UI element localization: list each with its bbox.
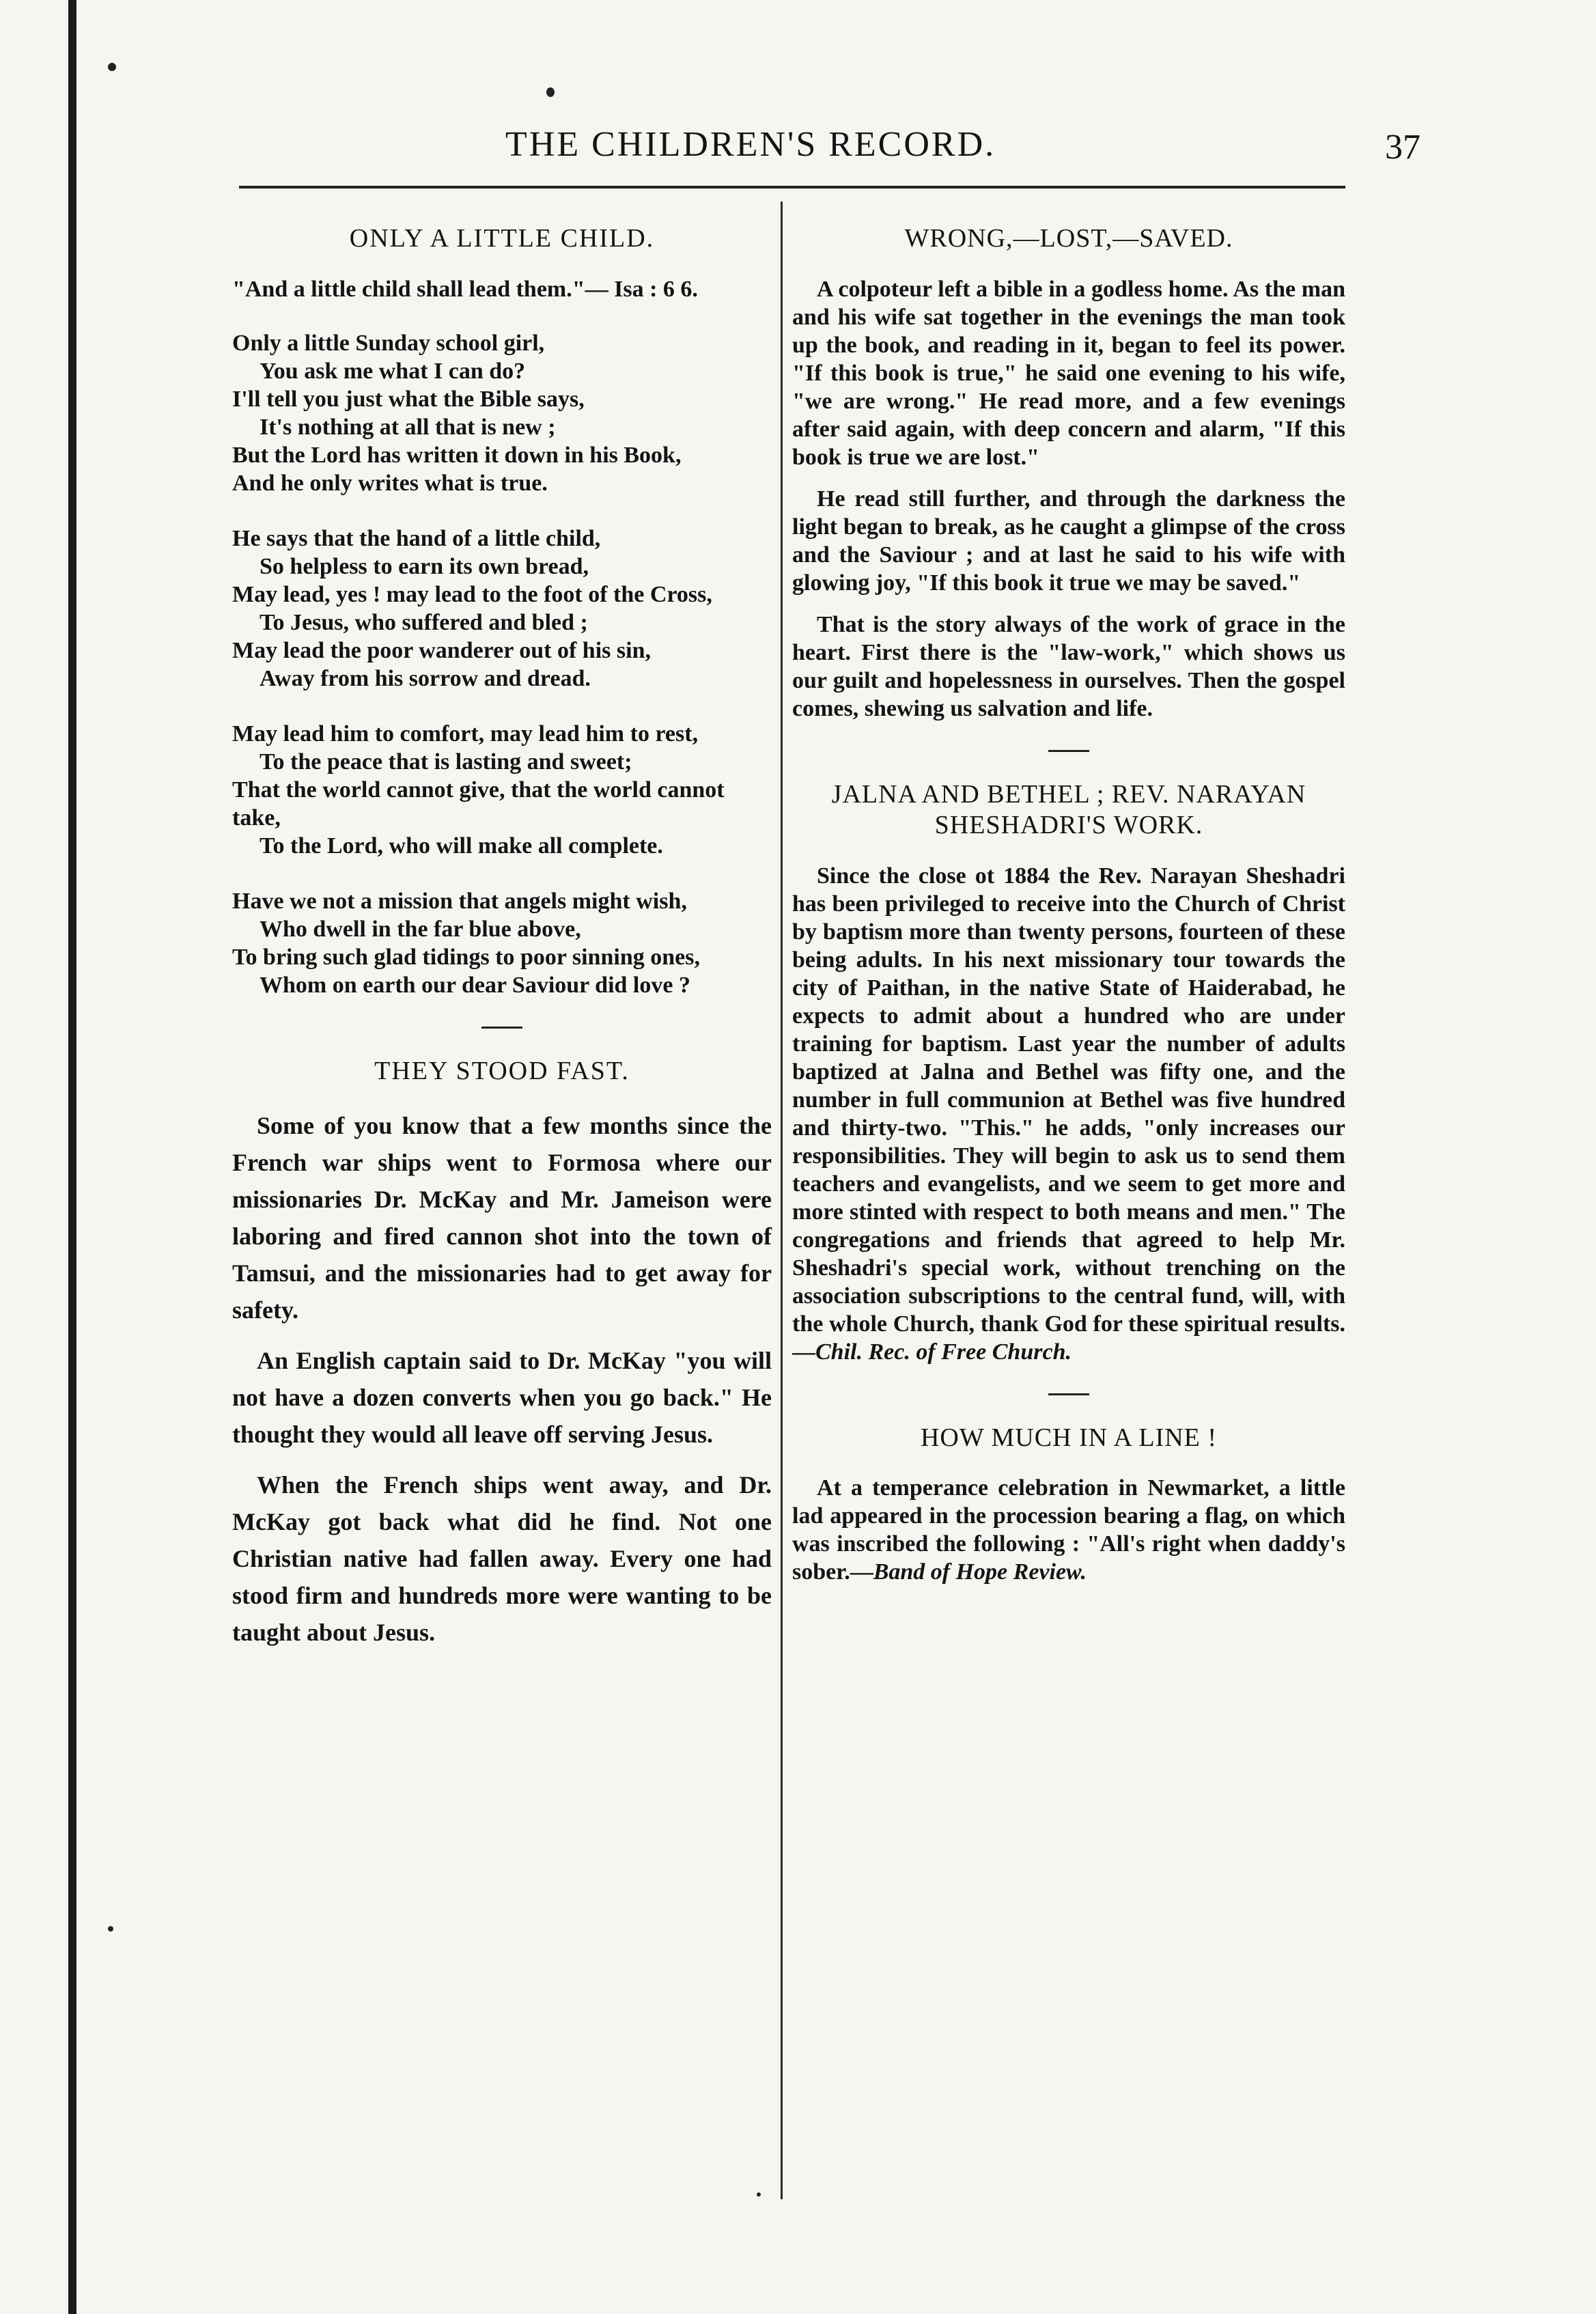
article-paragraph [792, 1474, 1345, 1586]
poem-line: Have we not a mission that angels might wish, [232, 888, 687, 914]
poem-body [232, 329, 772, 999]
poem-line: To the peace that is lasting and sweet; [260, 749, 632, 775]
poem-line: To bring such glad tidings to poor sinning ones, [232, 944, 700, 970]
print-speck [108, 1926, 113, 1932]
page-number: 37 [1385, 128, 1420, 167]
poem-line: May lead him to comfort, may lead him to rest, [232, 721, 699, 747]
poem-stanza [232, 887, 772, 999]
article-title: WRONG,—LOST,—SAVED. [904, 224, 1233, 253]
poem-line: It's nothing at all that is new ; [260, 414, 556, 440]
article-text: At a temperance celebration in Newmarket, a little lad appeared in the procession bearing a flag, on which was inscribed the following : "All's right when daddy's sober.— [792, 1475, 1345, 1585]
article-title: HOW MUCH IN A LINE ! [920, 1423, 1218, 1452]
article-source: Chil. Rec. of Free Church. [815, 1339, 1072, 1365]
running-title: THE CHILDREN'S RECORD. [505, 125, 996, 164]
poem-line: To the Lord, who will make all complete. [260, 833, 663, 859]
section-separator [481, 1027, 522, 1029]
print-speck [757, 2192, 761, 2197]
poem-line: So helpless to earn its own bread, [260, 553, 589, 579]
poem-line: But the Lord has written it down in his Book, [232, 442, 682, 468]
article-paragraph: Some of you know that a few months since the French war ships went to Formosa where our missionaries Dr. McKay and Mr. Jameison were laboring and fired cannon shot into the town of Tamsui, and the missionaries had to get away for safety. [232, 1112, 772, 1324]
poem-line: May lead, yes ! may lead to the foot of the Cross, [232, 581, 712, 607]
article-paragraph: He read still further, and through the darkness the light began to break, as he caught a glimpse of the cross and the Saviour ; and at last he said to his wife with glowing joy, "If this book it true we may be saved." [792, 486, 1345, 596]
poem-stanza [232, 329, 772, 497]
article-paragraph: When the French ships went away, and Dr. McKay got back what did he find. Not one Christian native had fallen away. Every one had stood firm and hundreds more were wanting to be taught about Jesus. [232, 1471, 772, 1647]
article-paragraph: That is the story always of the work of grace in the heart. First there is the "law-work," which shows us our guilt and hopelessness in ourselves. Then the gospel comes, shewing us salvation and life. [792, 611, 1345, 721]
left-column [232, 208, 772, 1664]
poem-line: That the world cannot give, that the world cannot take, [232, 777, 725, 831]
binding-edge [68, 0, 76, 2314]
section-separator [1048, 1393, 1089, 1395]
poem-line: I'll tell you just what the Bible says, [232, 386, 585, 412]
poem-line: To Jesus, who suffered and bled ; [260, 609, 588, 635]
column-divider [781, 201, 783, 2199]
article-source: Band of Hope Review. [873, 1559, 1087, 1585]
poem-title: ONLY A LITTLE CHILD. [349, 224, 655, 253]
header-rule [239, 186, 1345, 189]
article-paragraph: An English captain said to Dr. McKay "you will not have a dozen converts when you go back." He thought they would all leave off serving Jesus. [232, 1347, 772, 1449]
article-text: Since the close ot 1884 the Rev. Narayan Sheshadri has been privileged to receive into the Church of Christ by baptism more than twenty persons, fourteen of these being adults. In his next missionary tour towards the city of Paithan, in the native State of Haiderabad, he expects to admit about a hundred who are under training for baptism. Last year the number of adults baptized at Jalna and Bethel was fifty one, and the number in full communion at Bethel was five hundred and thirty-two. "This." he adds, "only increases our responsibilities. They will begin to ask us to send them teachers and evangelists, and we seem to get more and more stinted with respect to both means and men." The congregations and friends that agreed to help Mr. Sheshadri's special work, without trenching on the association subscriptions to the central fund, will, with the whole Church, thank God for these spiritual results.— [792, 863, 1345, 1365]
poem-stanza [232, 720, 772, 860]
poem-line: Only a little Sunday school girl, [232, 330, 545, 356]
poem-line: He says that the hand of a little child, [232, 525, 601, 551]
poem-line: And he only writes what is true. [232, 470, 548, 496]
poem-epigraph: "And a little child shall lead them."— Isa : 6 6. [232, 276, 698, 302]
print-speck [546, 87, 555, 97]
poem-line: May lead the poor wanderer out of his sin, [232, 637, 651, 663]
article-paragraph [792, 862, 1345, 1366]
article-paragraph: A colpoteur left a bible in a godless home. As the man and his wife sat together in the evenings the man took up the book, and reading in it, began to feel its power. "If this book is true," he said one evening to his wife, "we are wrong." He read more, and a few evenings after said again, with deep concern and alarm, "If this book is true we are lost." [792, 276, 1345, 470]
running-header [232, 109, 1420, 184]
article-title: THEY STOOD FAST. [374, 1056, 630, 1085]
poem-line: You ask me what I can do? [260, 358, 526, 384]
right-column [792, 208, 1345, 1600]
print-speck [108, 63, 116, 71]
poem-line: Who dwell in the far blue above, [260, 916, 581, 942]
poem-line: Whom on earth our dear Saviour did love ? [260, 972, 690, 998]
article-title: JALNA AND BETHEL ; REV. NARAYAN SHESHADRI'S WORK. [831, 779, 1306, 840]
poem-stanza [232, 525, 772, 693]
section-separator [1048, 750, 1089, 752]
poem-line: Away from his sorrow and dread. [260, 665, 591, 691]
